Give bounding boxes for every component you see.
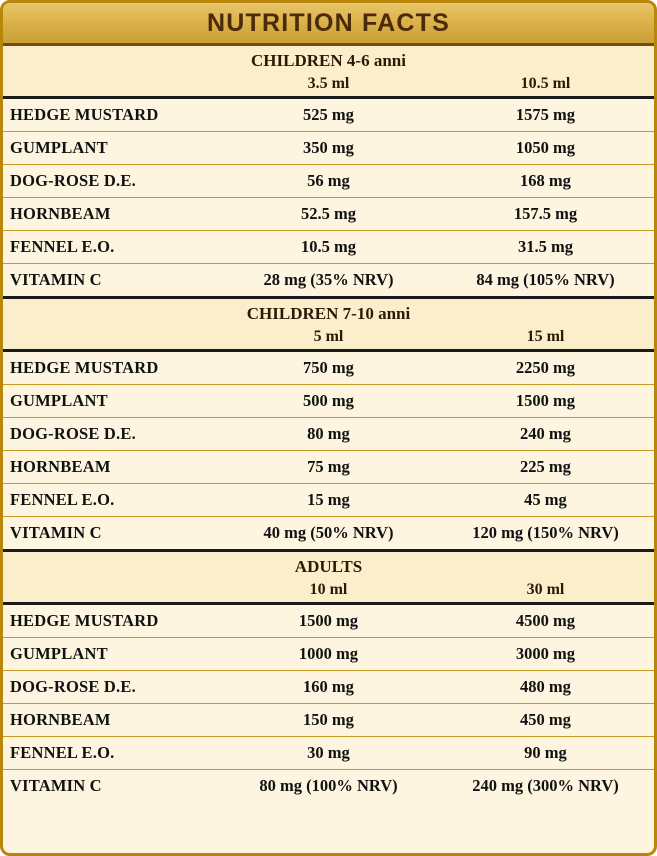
- ingredient-name: GUMPLANT: [3, 132, 220, 165]
- group-header-row: [3, 551, 654, 579]
- ingredient-name: HEDGE MUSTARD: [3, 604, 220, 638]
- ingredient-amount-b: 1500 mg: [437, 385, 654, 418]
- panel-title-bar: [3, 3, 654, 46]
- dose-row-spacer: [3, 325, 220, 351]
- dose-row-spacer: [3, 578, 220, 604]
- ingredient-amount-a: 80 mg: [220, 418, 437, 451]
- dose-b-label: 30 ml: [437, 578, 654, 604]
- table-row: [3, 451, 654, 484]
- ingredient-name: HORNBEAM: [3, 704, 220, 737]
- table-row: [3, 604, 654, 638]
- ingredient-name: FENNEL E.O.: [3, 737, 220, 770]
- ingredient-amount-a: 500 mg: [220, 385, 437, 418]
- ingredient-amount-b: 1050 mg: [437, 132, 654, 165]
- ingredient-name: HORNBEAM: [3, 198, 220, 231]
- ingredient-name: GUMPLANT: [3, 385, 220, 418]
- page-title: NUTRITION FACTS: [207, 8, 450, 37]
- dose-a-label: 5 ml: [220, 325, 437, 351]
- group-dose-row: [3, 578, 654, 604]
- ingredient-amount-a: 75 mg: [220, 451, 437, 484]
- table-row: [3, 264, 654, 298]
- ingredient-amount-b: 157.5 mg: [437, 198, 654, 231]
- table-row: [3, 385, 654, 418]
- ingredient-amount-b: 480 mg: [437, 671, 654, 704]
- ingredient-amount-a: 350 mg: [220, 132, 437, 165]
- ingredient-name: DOG-ROSE D.E.: [3, 165, 220, 198]
- ingredient-amount-a: 1000 mg: [220, 638, 437, 671]
- ingredient-name: FENNEL E.O.: [3, 231, 220, 264]
- ingredient-amount-b: 4500 mg: [437, 604, 654, 638]
- dose-row-spacer: [3, 72, 220, 98]
- dose-b-label: 15 ml: [437, 325, 654, 351]
- group-dose-row: [3, 325, 654, 351]
- ingredient-amount-b: 84 mg (105% NRV): [437, 264, 654, 298]
- ingredient-amount-a: 525 mg: [220, 98, 437, 132]
- ingredient-amount-b: 240 mg (300% NRV): [472, 776, 619, 795]
- ingredient-amount-b: 45 mg: [437, 484, 654, 517]
- table-row: [3, 517, 654, 551]
- ingredient-amount-a: 80 mg (100% NRV): [259, 776, 398, 795]
- ingredient-name: HEDGE MUSTARD: [3, 98, 220, 132]
- table-row: [3, 351, 654, 385]
- group-dose-row: [3, 72, 654, 98]
- table-row: [3, 98, 654, 132]
- table-row: [3, 638, 654, 671]
- dose-a-label: 10 ml: [220, 578, 437, 604]
- dose-b-label: 10.5 ml: [437, 72, 654, 98]
- table-row: [3, 418, 654, 451]
- ingredient-amount-a: 160 mg: [220, 671, 437, 704]
- table-row: [3, 484, 654, 517]
- group-name: CHILDREN 7-10 anni: [3, 298, 654, 326]
- table-row: [3, 671, 654, 704]
- ingredient-amount-a: 15 mg: [220, 484, 437, 517]
- ingredient-amount-a: 150 mg: [220, 704, 437, 737]
- table-row: [3, 704, 654, 737]
- table-row: [3, 770, 654, 803]
- ingredient-amount-a: 750 mg: [220, 351, 437, 385]
- ingredient-amount-a: 40 mg (50% NRV): [220, 517, 437, 551]
- ingredient-amount-b: 3000 mg: [437, 638, 654, 671]
- ingredient-amount-a: 10.5 mg: [220, 231, 437, 264]
- table-row: [3, 737, 654, 770]
- ingredient-amount-b: 168 mg: [437, 165, 654, 198]
- ingredient-amount-a: 30 mg: [220, 737, 437, 770]
- ingredient-amount-b: 31.5 mg: [437, 231, 654, 264]
- table-body: [3, 46, 654, 802]
- ingredient-name: VITAMIN C: [3, 517, 220, 551]
- table-row: [3, 231, 654, 264]
- dose-a-label: 3.5 ml: [220, 72, 437, 98]
- ingredient-name: GUMPLANT: [3, 638, 220, 671]
- group-name: CHILDREN 4-6 anni: [3, 46, 654, 72]
- table-row: [3, 198, 654, 231]
- ingredient-amount-b: 2250 mg: [437, 351, 654, 385]
- group-header-row: [3, 298, 654, 326]
- group-header-row: [3, 46, 654, 72]
- nutrition-facts-table: [3, 46, 654, 802]
- ingredient-amount-b: 225 mg: [437, 451, 654, 484]
- ingredient-name: FENNEL E.O.: [3, 484, 220, 517]
- ingredient-amount-a: 1500 mg: [220, 604, 437, 638]
- ingredient-amount-a: 56 mg: [220, 165, 437, 198]
- table-row: [3, 165, 654, 198]
- ingredient-name: VITAMIN C: [10, 776, 102, 795]
- ingredient-amount-b: 1575 mg: [437, 98, 654, 132]
- ingredient-amount-a: 28 mg (35% NRV): [220, 264, 437, 298]
- table-row: [3, 132, 654, 165]
- group-name: ADULTS: [3, 551, 654, 579]
- ingredient-amount-a: 52.5 mg: [220, 198, 437, 231]
- ingredient-name: DOG-ROSE D.E.: [3, 418, 220, 451]
- ingredient-name: HORNBEAM: [3, 451, 220, 484]
- ingredient-amount-b: 90 mg: [437, 737, 654, 770]
- ingredient-name: DOG-ROSE D.E.: [3, 671, 220, 704]
- ingredient-amount-b: 450 mg: [437, 704, 654, 737]
- ingredient-amount-b: 240 mg: [437, 418, 654, 451]
- ingredient-amount-b: 120 mg (150% NRV): [437, 517, 654, 551]
- ingredient-name: VITAMIN C: [3, 264, 220, 298]
- ingredient-name: HEDGE MUSTARD: [3, 351, 220, 385]
